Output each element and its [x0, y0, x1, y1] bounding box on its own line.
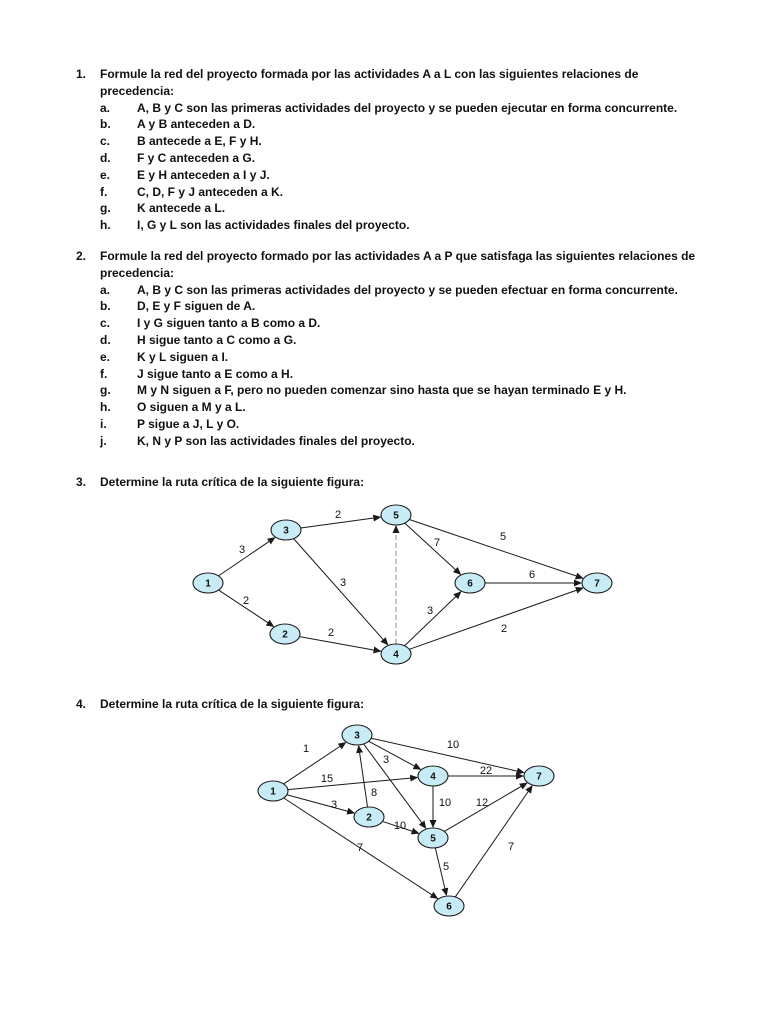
item-text: D, E y F siguen de A.: [137, 299, 256, 314]
item-letter: f.: [100, 366, 108, 381]
item-text: K, N y P son las actividades finales del proyecto.: [137, 433, 415, 448]
arc-1-2: [287, 795, 354, 813]
arc-label-4-7: 2: [500, 623, 508, 635]
arc-2-3: [359, 746, 368, 807]
arc-label-1-2: 3: [330, 799, 338, 811]
svg-text:2: 2: [366, 812, 372, 824]
arc-label-2-5: 10: [393, 820, 407, 832]
question-text: Determine la ruta crítica de la siguiente figura:: [100, 697, 365, 711]
svg-text:5: 5: [393, 510, 399, 522]
item-letter: e.: [100, 167, 111, 182]
item-letter: c.: [100, 316, 111, 331]
svg-text:3: 3: [283, 525, 289, 537]
node-4: [418, 766, 448, 786]
item-letter: h.: [100, 400, 111, 415]
item-text: A, B y C son las primeras actividades del proyecto y se pueden ejecutar en forma concurrente.: [137, 100, 678, 115]
item-letter: h.: [100, 218, 111, 233]
item-text: F y C anteceden a G.: [137, 150, 256, 165]
arc-label-1-2: 2: [242, 595, 250, 607]
node-2: [354, 807, 384, 827]
arc-label-5-7: 12: [475, 797, 489, 809]
question-number: 2.: [76, 249, 87, 263]
node-6: [434, 896, 464, 916]
question-text: Formule la red del proyecto formada por las actividades A a L con las siguientes relaciones de precedencia:: [100, 67, 639, 98]
node-1: [258, 781, 288, 801]
arc-label-1-3: 1: [302, 743, 310, 755]
question-number: 1.: [76, 67, 87, 81]
arc-label-6-7: 6: [528, 569, 536, 581]
item-letter: a.: [100, 282, 111, 297]
arc-label-4-5: 10: [438, 797, 452, 809]
arc-1-4: [288, 777, 417, 789]
item-letter: d.: [100, 150, 111, 165]
item-letter: d.: [100, 332, 111, 347]
arc-3-4: [369, 741, 421, 769]
item-letter: g.: [100, 201, 111, 216]
svg-text:3: 3: [354, 730, 360, 742]
svg-text:5: 5: [430, 833, 436, 845]
item-text: A, B y C son las primeras actividades del proyecto y se pueden efectuar en forma concurrente.: [137, 282, 678, 297]
item-text: O siguen a M y a L.: [137, 400, 246, 415]
item-text: I y G siguen tanto a B como a D.: [137, 316, 321, 331]
arc-label-4-6: 3: [426, 605, 434, 617]
item-letter: c.: [100, 134, 111, 149]
arc-label-6-7: 7: [507, 841, 515, 853]
arc-1-3: [284, 743, 346, 784]
arc-label-3-7: 10: [446, 739, 460, 751]
item-letter: b.: [100, 117, 111, 132]
arc-label-3-4: 3: [339, 577, 347, 589]
arc-label-1-4: 15: [320, 773, 334, 785]
item-text: E y H anteceden a I y J.: [137, 167, 270, 182]
svg-text:4: 4: [393, 649, 399, 661]
arc-label-3-4: 3: [382, 754, 390, 766]
arc-label-4-7: 22: [479, 765, 493, 777]
svg-text:1: 1: [270, 786, 276, 798]
node-3: [342, 725, 372, 745]
item-text: C, D, F y J anteceden a K.: [137, 184, 284, 199]
item-letter: a.: [100, 100, 111, 115]
node-5: [418, 828, 448, 848]
arc-label-2-3: 8: [370, 787, 378, 799]
question-text: Determine la ruta crítica de la siguiente figura:: [100, 475, 365, 489]
svg-text:7: 7: [536, 771, 542, 783]
item-letter: i.: [100, 416, 107, 431]
item-letter: g.: [100, 383, 111, 398]
arc-label-3-5: 2: [334, 509, 342, 521]
svg-text:7: 7: [594, 578, 600, 590]
item-text: K y L siguen a I.: [137, 349, 229, 364]
arc-label-5-7: 5: [499, 531, 507, 543]
arc-label-5-6: 7: [433, 537, 441, 549]
svg-text:2: 2: [282, 629, 288, 641]
item-text: H sigue tanto a C como a G.: [137, 332, 297, 347]
svg-text:6: 6: [467, 578, 473, 590]
arc-label-1-3: 3: [238, 544, 246, 556]
item-text: A y B anteceden a D.: [137, 117, 256, 132]
question-number: 3.: [76, 475, 87, 489]
question-text: Formule la red del proyecto formado por las actividades A a P que satisfaga las siguientes relaciones de precedencia:: [100, 249, 696, 280]
item-text: P sigue a J, L y O.: [137, 416, 240, 431]
svg-text:4: 4: [430, 771, 436, 783]
svg-text:1: 1: [205, 578, 211, 590]
item-letter: f.: [100, 184, 108, 199]
item-text: I, G y L son las actividades finales del proyecto.: [137, 218, 410, 233]
item-text: J sigue tanto a E como a H.: [137, 366, 294, 381]
item-text: M y N siguen a F, pero no pueden comenzar sino hasta que se hayan terminado E y H.: [137, 383, 627, 398]
item-letter: b.: [100, 299, 111, 314]
item-text: B antecede a E, F y H.: [137, 134, 262, 149]
arc-label-2-4: 2: [327, 627, 335, 639]
item-letter: e.: [100, 349, 111, 364]
question-number: 4.: [76, 697, 87, 711]
node-7: [524, 766, 554, 786]
svg-text:6: 6: [446, 901, 452, 913]
arc-label-1-6: 7: [356, 842, 364, 854]
arc-label-5-6: 5: [442, 861, 450, 873]
item-letter: j.: [100, 433, 107, 448]
item-text: K antecede a L.: [137, 201, 226, 216]
